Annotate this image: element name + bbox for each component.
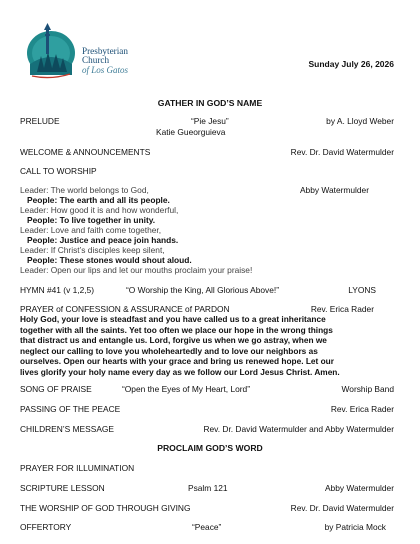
prayer-line: together with all the saints. Yet too often we place our hope in the wrong things — [20, 324, 333, 335]
song-of-praise-leader: Worship Band — [341, 384, 394, 394]
litany-line: Leader: Love and faith come together, — [20, 225, 162, 235]
litany-line: People: These stones would shout aloud. — [27, 255, 192, 265]
hymn-tune: LYONS — [348, 285, 376, 295]
prelude-row — [20, 116, 394, 127]
hymn-title: “O Worship the King, All Glorious Above!” — [126, 285, 279, 295]
hymn-label: HYMN #41 (v 1,2,5) — [20, 285, 95, 295]
litany-line: Leader: Open our lips and let our mouths proclaim your praise! — [20, 265, 253, 275]
church-name — [82, 47, 152, 75]
call-to-worship-label: CALL TO WORSHIP — [20, 166, 97, 176]
church-name-line-2: Church — [82, 55, 110, 66]
passing-peace-leader: Rev. Erica Rader — [330, 404, 394, 414]
welcome-leader: Rev. Dr. David Watermulder — [290, 147, 394, 157]
confession-leader: Rev. Erica Rader — [310, 304, 374, 314]
giving-row — [20, 503, 394, 514]
litany-line: Leader: If Christ’s disciples keep silent, — [20, 245, 165, 255]
call-to-worship-leader: Abby Watermulder — [299, 185, 369, 195]
prelude-performer: Katie Gueorguieva — [156, 127, 226, 137]
scripture-label: SCRIPTURE LESSON — [20, 483, 105, 493]
offertory-label: OFFERTORY — [20, 522, 72, 532]
welcome-label: WELCOME & ANNOUNCEMENTS — [20, 147, 151, 157]
prayer-line: ourselves. Open our hearts with your grace and bring us renewed hope. Let our — [20, 356, 334, 366]
illumination-label: PRAYER FOR ILLUMINATION — [20, 463, 135, 473]
scripture-passage: Psalm 121 — [188, 483, 228, 493]
passing-peace-row — [20, 404, 394, 415]
church-name-line-3: of Los Gatos — [82, 64, 129, 75]
litany-line: People: To live together in unity. — [27, 215, 156, 225]
section-heading-proclaim: PROCLAIM GOD’S WORD — [157, 443, 263, 453]
litany-line: People: Justice and peace join hands. — [27, 235, 179, 245]
service-date: Sunday July 26, 2026 — [308, 59, 394, 69]
confession-prayer — [20, 314, 400, 377]
illumination-row — [20, 463, 394, 474]
scripture-row — [20, 483, 394, 494]
childrens-message-leader: Rev. Dr. David Watermulder and Abby Watermulder — [203, 424, 394, 434]
offertory-row — [20, 522, 394, 533]
litany-line: Leader: How good it is and how wonderful, — [20, 205, 179, 215]
offertory-composer: by Patricia Mock — [324, 522, 386, 532]
litany-line: People: The earth and all its people. — [27, 195, 170, 205]
giving-label: THE WORSHIP OF GOD THROUGH GIVING — [20, 503, 191, 513]
song-of-praise-row — [20, 384, 394, 395]
song-of-praise-label: SONG OF PRAISE — [20, 384, 92, 394]
prayer-line: lives glorify your holy name every day as we follow our Lord Jesus Christ. Amen. — [20, 366, 340, 377]
offertory-title: “Peace” — [192, 522, 222, 532]
welcome-row — [20, 147, 394, 158]
giving-leader: Rev. Dr. David Watermulder — [290, 503, 394, 513]
passing-peace-label: PASSING OF THE PEACE — [20, 404, 121, 414]
scripture-leader: Abby Watermulder — [324, 483, 394, 493]
call-to-worship-row — [20, 166, 394, 177]
prelude-label: PRELUDE — [20, 116, 60, 126]
song-of-praise-title: “Open the Eyes of My Heart, Lord” — [122, 384, 251, 394]
prayer-line: neglect our calling to love you wholeheartedly and to love our neighbors as — [20, 345, 318, 356]
prayer-line: that distract us and entangle us. Lord, forgive us when we go astray, when we — [20, 335, 327, 345]
confession-label: PRAYER of CONFESSION & ASSURANCE of PARDON — [20, 304, 230, 314]
prelude-title: “Pie Jesu” — [191, 116, 229, 126]
hymn-row — [20, 285, 394, 296]
childrens-message-label: CHILDREN’S MESSAGE — [20, 424, 115, 434]
litany-line: Leader: The world belongs to God, — [20, 185, 149, 195]
prelude-composer: by A. Lloyd Weber — [326, 116, 394, 126]
church-name-line-1: Presbyterian — [82, 46, 128, 56]
prayer-line: Holy God, your love is steadfast and you have called us to a great inheritance — [20, 314, 326, 324]
childrens-message-row — [20, 424, 394, 435]
section-heading-gather: GATHER IN GOD’S NAME — [157, 98, 263, 108]
